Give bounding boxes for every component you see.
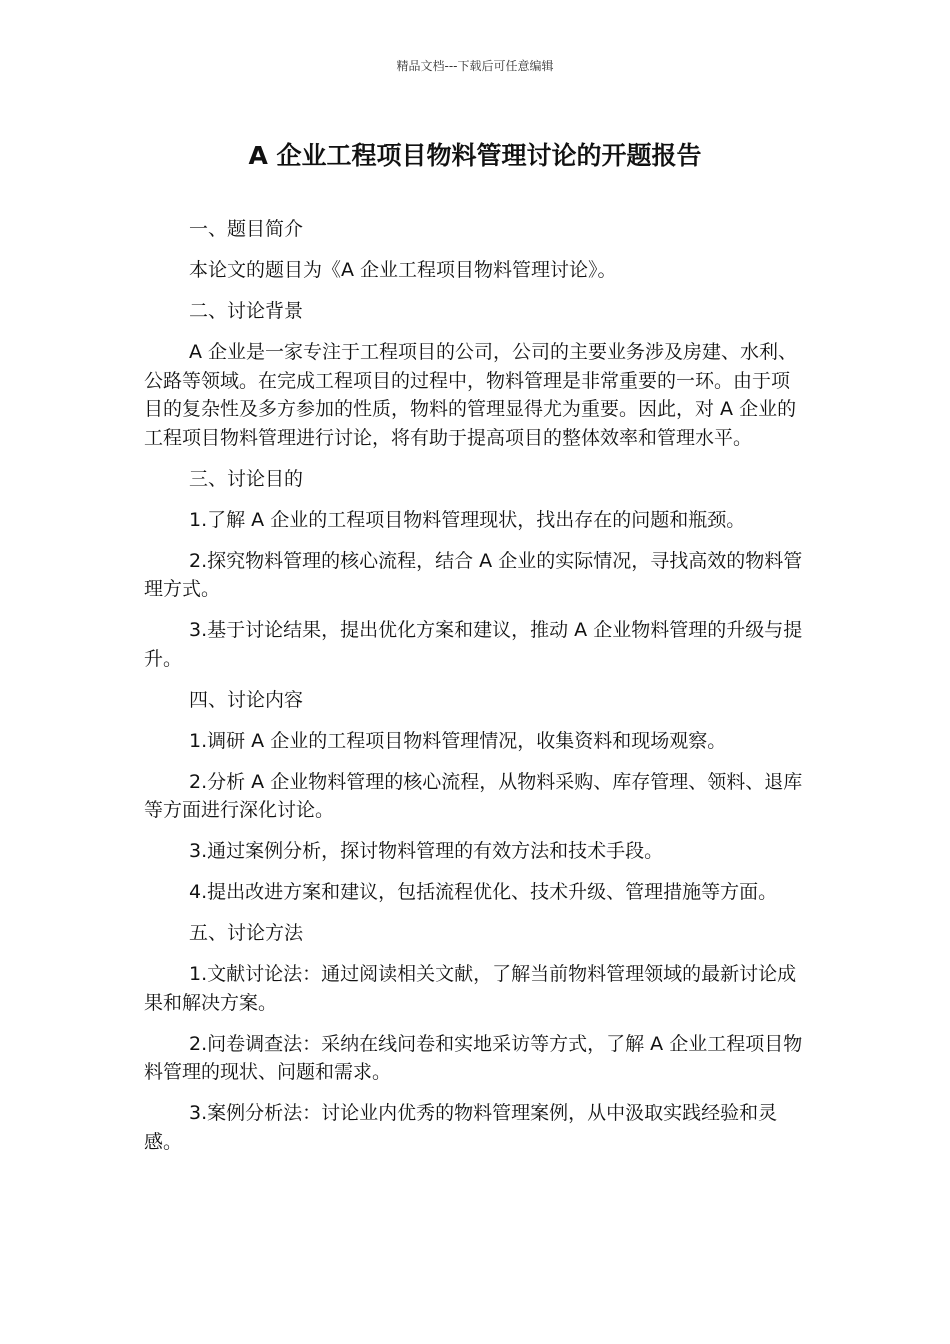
paragraph-background: A 企业是一家专注于工程项目的公司，公司的主要业务涉及房建、水利、公路等领域。在完成工程项目的过程中，物料管理是非常重要的一环。由于项目的复杂性及多方参加的性质，物料的管理显得尤为重要。因此，对 A 企业的工程项目物料管理进行讨论，将有助于提高项目的整体效率和管理水平。 — [144, 341, 798, 449]
header-note: 精品文档---下载后可任意编辑 — [396, 59, 554, 73]
section-heading-methods: 五、讨论方法 — [189, 922, 304, 944]
list-item-method-2: 2.问卷调查法：采纳在线问卷和实地采访等方式，了解 A 企业工程项目物料管理的现状、问题和需求。 — [144, 1032, 803, 1083]
section-heading-intro: 一、题目简介 — [189, 218, 304, 240]
document-title: A 企业工程项目物料管理讨论的开题报告 — [248, 141, 702, 170]
list-item-content-4: 4.提出改进方案和建议，包括流程优化、技术升级、管理措施等方面。 — [189, 881, 778, 903]
list-item-purpose-2: 2.探究物料管理的核心流程，结合 A 企业的实际情况，寻找高效的物料管理方式。 — [144, 549, 803, 600]
list-item-method-1: 1.文献讨论法：通过阅读相关文献，了解当前物料管理领域的最新讨论成果和解决方案。 — [144, 963, 797, 1014]
section-heading-content: 四、讨论内容 — [189, 688, 304, 711]
list-item-purpose-1: 1.了解 A 企业的工程项目物料管理现状，找出存在的问题和瓶颈。 — [189, 508, 746, 531]
list-item-content-2: 2.分析 A 企业物料管理的核心流程，从物料采购、库存管理、领料、退库等方面进行深化讨论。 — [144, 770, 803, 821]
list-item-content-1: 1.调研 A 企业的工程项目物料管理情况，收集资料和现场观察。 — [189, 729, 727, 752]
list-item-method-3: 3.案例分析法：讨论业内优秀的物料管理案例，从中汲取实践经验和灵感。 — [144, 1102, 778, 1153]
paragraph-topic: 本论文的题目为《A 企业工程项目物料管理讨论》。 — [189, 259, 617, 281]
section-heading-background: 二、讨论背景 — [189, 300, 304, 322]
section-heading-purpose: 三、讨论目的 — [189, 467, 304, 490]
document-body — [144, 215, 804, 1169]
list-item-purpose-3: 3.基于讨论结果，提出优化方案和建议，推动 A 企业物料管理的升级与提升。 — [144, 619, 803, 670]
list-item-content-3: 3.通过案例分析，探讨物料管理的有效方法和技术手段。 — [189, 840, 664, 862]
